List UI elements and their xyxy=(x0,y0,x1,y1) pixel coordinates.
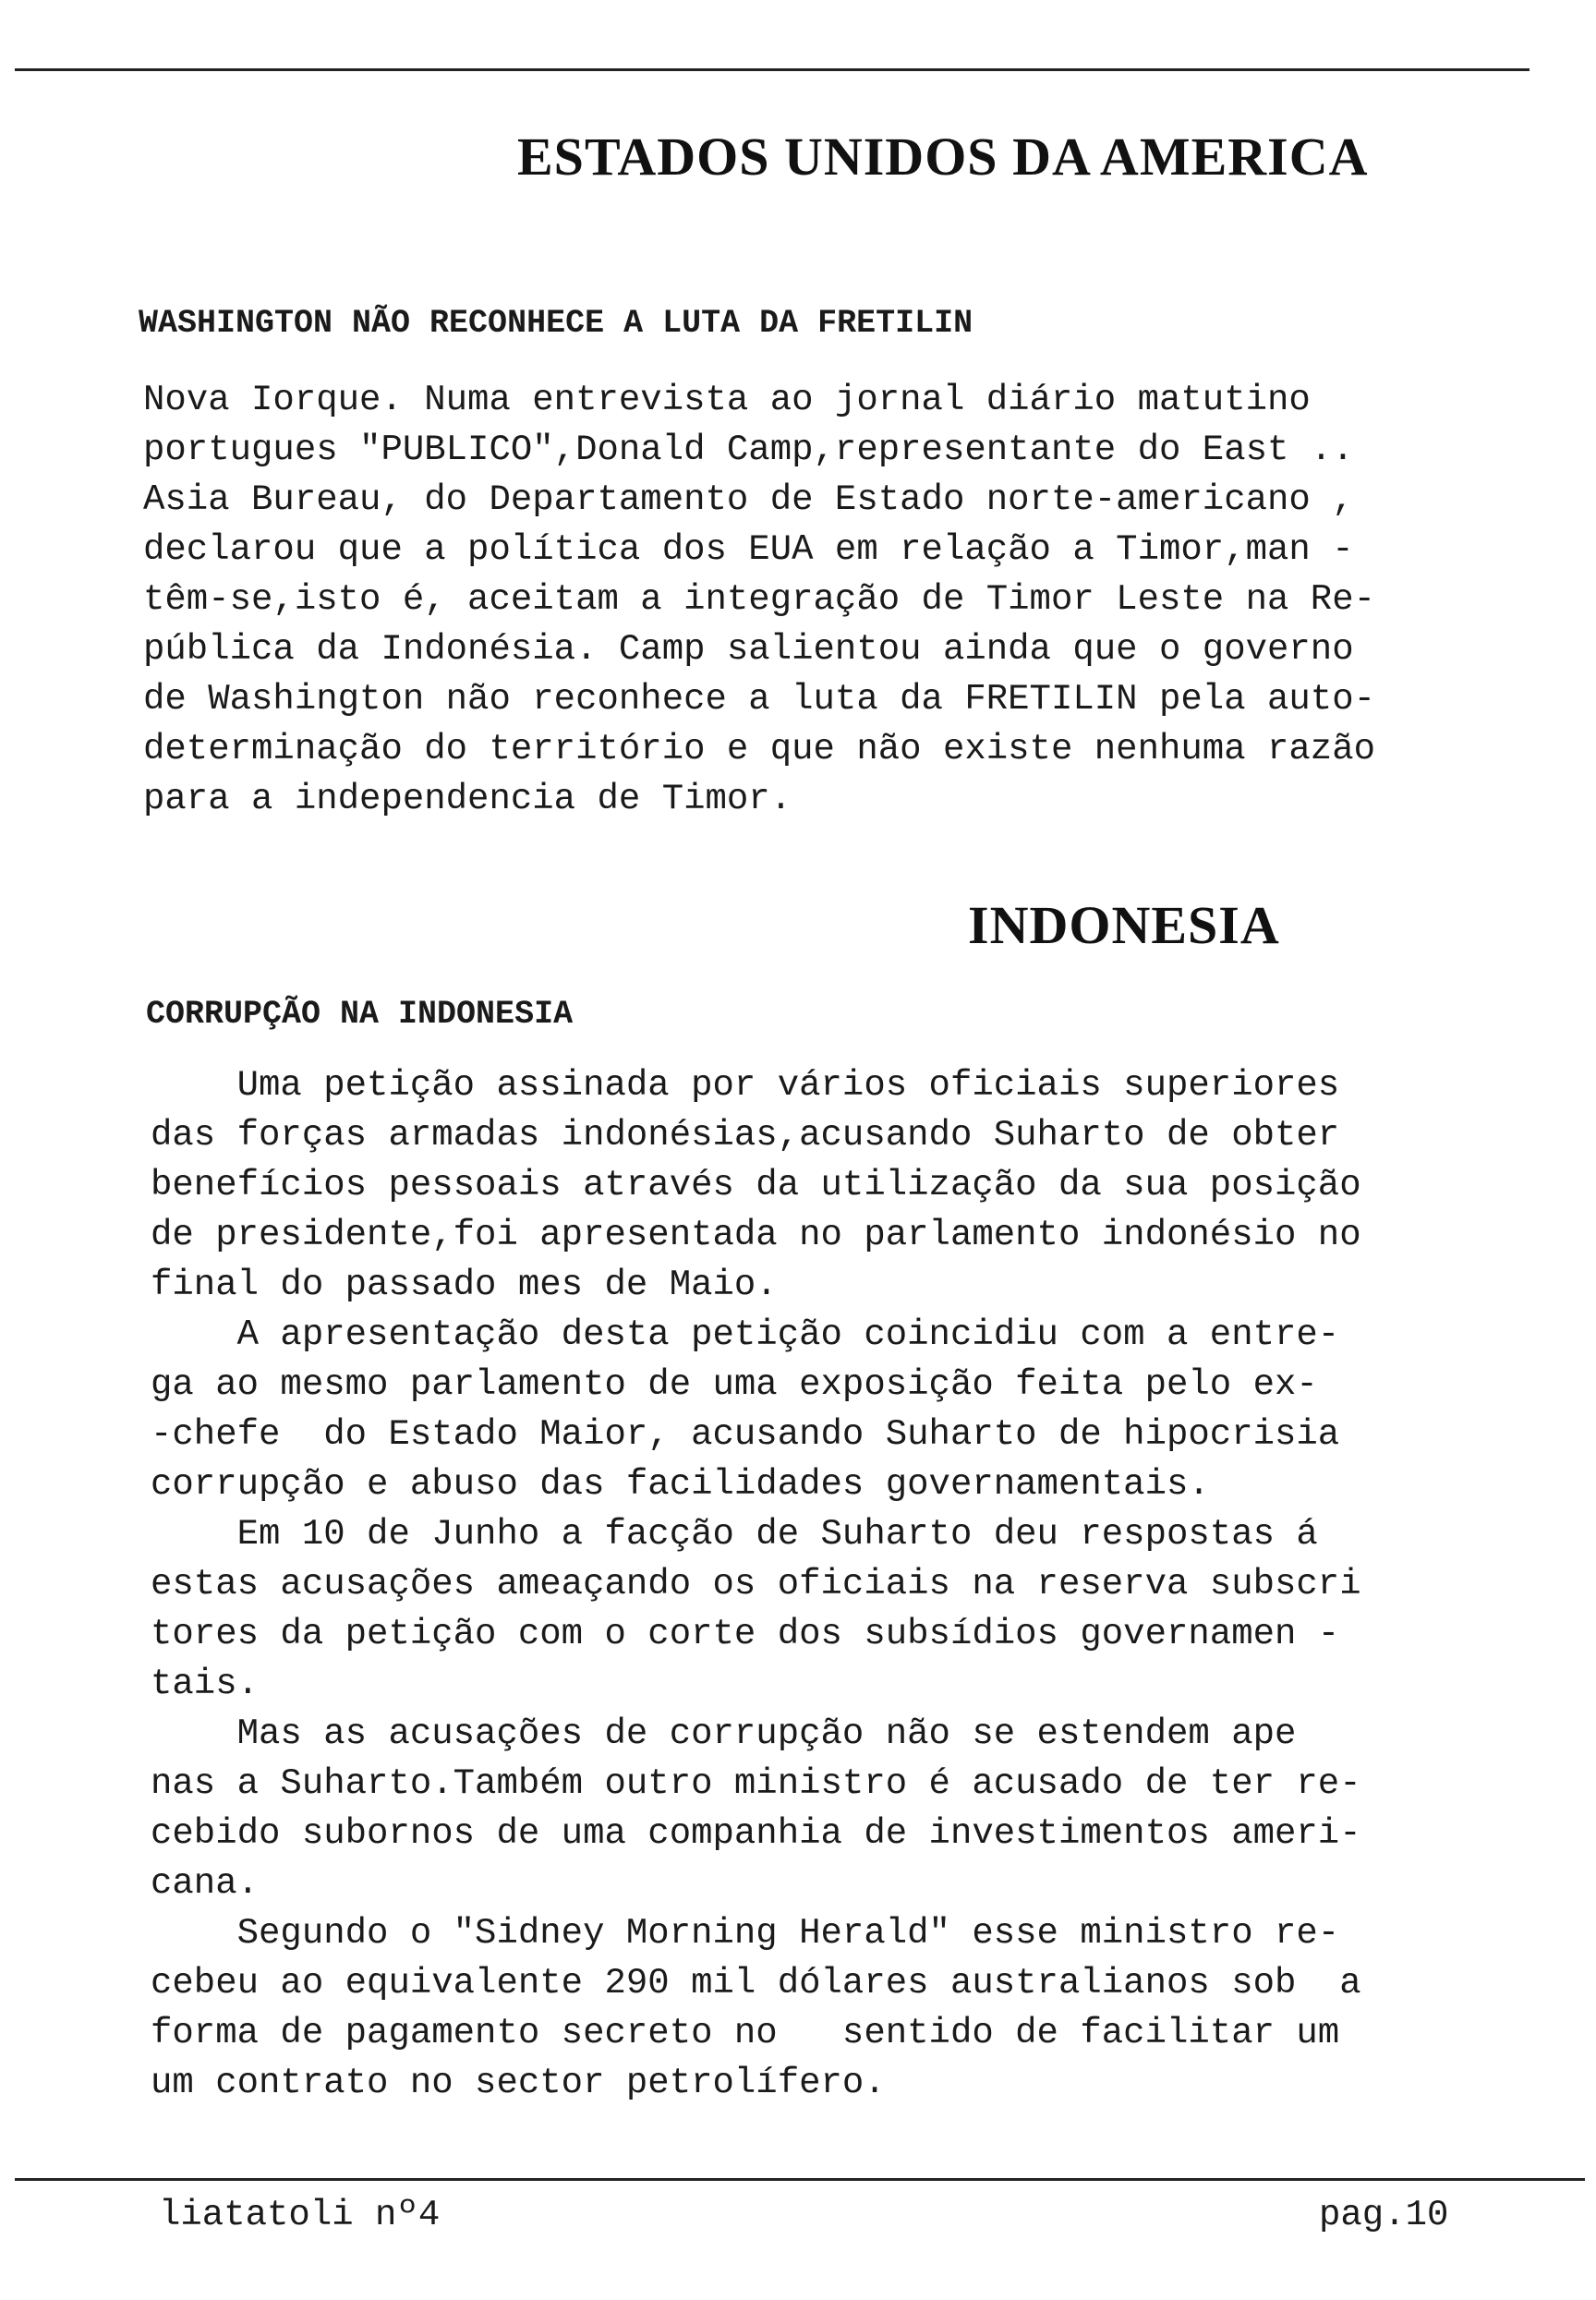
text-line: determinação do território e que não existe nenhuma razão xyxy=(143,729,1376,769)
top-rule xyxy=(15,68,1530,71)
text-line: têm-se,isto é, aceitam a integração de Timor Leste na Re- xyxy=(143,579,1376,620)
text-line: ga ao mesmo parlamento de uma exposição feita pelo ex- xyxy=(151,1364,1318,1405)
text-line: cebeu ao equivalente 290 mil dólares australianos sob a xyxy=(151,1963,1361,2003)
text-line: Mas as acusações de corrupção não se estendem ape xyxy=(151,1713,1297,1754)
text-line: um contrato no sector petrolífero. xyxy=(151,2063,886,2103)
text-line: declarou que a política dos EUA em relação a Timor,man - xyxy=(143,529,1354,570)
section-title-indonesia: INDONESIA xyxy=(968,895,1280,955)
text-line: final do passado mes de Maio. xyxy=(151,1265,778,1305)
text-line: cana. xyxy=(151,1863,260,1904)
text-line: de presidente,foi apresentada no parlamento indonésio no xyxy=(151,1215,1361,1255)
article-body-washington xyxy=(143,375,1375,824)
text-line: Nova Iorque. Numa entrevista ao jornal diário matutino xyxy=(143,380,1311,420)
article-headline-corruption: CORRUPÇÃO NA INDONESIA xyxy=(146,996,574,1033)
text-line: benefícios pessoais através da utilização da sua posição xyxy=(151,1165,1361,1205)
text-line: portugues "PUBLICO",Donald Camp,representante do East .. xyxy=(143,430,1354,470)
section-title-usa: ESTADOS UNIDOS DA AMERICA xyxy=(517,127,1369,187)
text-line: A apresentação desta petição coincidiu com a entre- xyxy=(151,1314,1340,1355)
text-line: tores da petição com o corte dos subsídios governamen - xyxy=(151,1614,1340,1654)
footer-publication: liatatoli nº4 xyxy=(159,2195,441,2235)
text-line: forma de pagamento secreto no sentido de facilitar um xyxy=(151,2013,1340,2053)
text-line: de Washington não reconhece a luta da FRETILIN pela auto- xyxy=(143,679,1376,720)
text-line: tais. xyxy=(151,1664,260,1704)
text-line: -chefe do Estado Maior, acusando Suharto de hipocrisia xyxy=(151,1414,1340,1455)
text-line: Em 10 de Junho a facção de Suharto deu respostas á xyxy=(151,1514,1318,1555)
text-line: Segundo o "Sidney Morning Herald" esse ministro re- xyxy=(151,1913,1340,1954)
text-line: das forças armadas indonésias,acusando Suharto de obter xyxy=(151,1115,1340,1156)
text-line: para a independencia de Timor. xyxy=(143,779,792,819)
text-line: estas acusações ameaçando os oficiais na reserva subscri xyxy=(151,1564,1361,1604)
text-line: nas a Suharto.Também outro ministro é acusado de ter re- xyxy=(151,1763,1361,1804)
article-body-corruption xyxy=(151,1060,1361,2108)
text-line: cebido subornos de uma companhia de investimentos ameri- xyxy=(151,1813,1361,1854)
text-line: pública da Indonésia. Camp salientou ainda que o governo xyxy=(143,629,1354,670)
article-headline-washington: WASHINGTON NÃO RECONHECE A LUTA DA FRETILIN xyxy=(139,305,973,342)
text-line: Uma petição assinada por vários oficiais superiores xyxy=(151,1065,1340,1106)
text-line: corrupção e abuso das facilidades governamentais. xyxy=(151,1464,1210,1505)
text-line: Asia Bureau, do Departamento de Estado norte-americano , xyxy=(143,479,1354,520)
footer-page-number: pag.10 xyxy=(1319,2195,1449,2235)
bottom-rule xyxy=(15,2178,1585,2181)
